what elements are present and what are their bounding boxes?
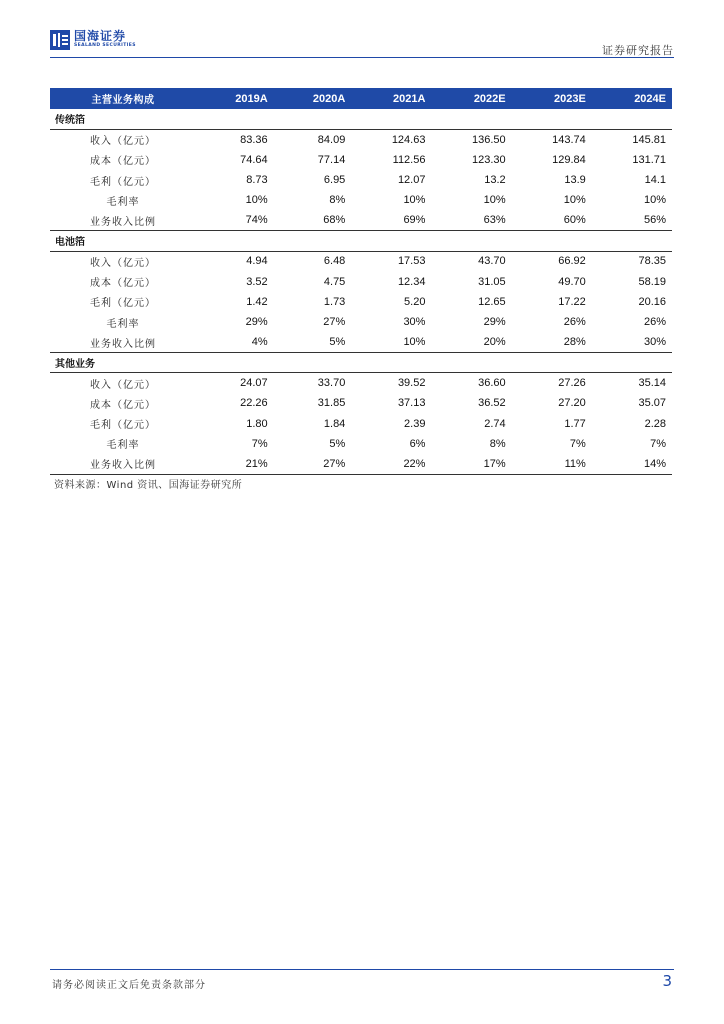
business-composition-table — [50, 88, 672, 475]
table-cell: 143.74 — [552, 133, 586, 146]
table-cell: 10% — [351, 332, 431, 352]
sealand-logo-icon — [50, 30, 70, 50]
table-cell: 2.74 — [484, 417, 506, 430]
table-cell: 13.2 — [484, 174, 506, 187]
table-cell: 11% — [512, 454, 592, 474]
table-body — [50, 109, 672, 474]
table-cell: 5.20 — [404, 295, 426, 308]
table-cell: 74.64 — [240, 153, 268, 166]
row-label: 成本（亿元） — [90, 399, 156, 411]
table-cell: 66.92 — [558, 255, 586, 268]
row-label: 收入（亿元） — [90, 379, 156, 391]
footer-divider — [50, 969, 674, 970]
table-cell: 10% — [483, 194, 506, 207]
table-cell: 26% — [643, 316, 666, 329]
table-row — [50, 251, 672, 271]
column-header: 2023E — [553, 92, 586, 105]
company-logo — [50, 30, 136, 50]
table-cell: 3.52 — [246, 275, 268, 288]
table-cell: 10% — [643, 194, 666, 207]
table-cell: 5% — [329, 437, 346, 450]
table-cell: 22% — [351, 454, 431, 474]
table-cell: 84.09 — [317, 133, 346, 146]
disclaimer-text: 请务必阅读正文后免责条款部分 — [52, 980, 206, 991]
table-cell: 29% — [483, 316, 506, 329]
section-title: 传统箔 — [50, 109, 672, 129]
row-label: 收入（亿元） — [90, 136, 156, 148]
table-cell: 30% — [403, 316, 426, 329]
table-row — [50, 150, 672, 170]
table-cell: 1.73 — [323, 295, 346, 308]
table-cell: 10% — [403, 194, 426, 207]
row-label: 业务收入比例 — [50, 332, 196, 352]
column-header: 2020A — [312, 92, 346, 105]
column-header: 2021A — [393, 92, 426, 105]
column-header: 主营业务构成 — [91, 95, 155, 106]
table-row — [50, 170, 672, 190]
table-cell: 7% — [650, 437, 666, 450]
table-cell: 17% — [431, 454, 511, 474]
row-label: 成本（亿元） — [90, 278, 156, 290]
logo-wordmark — [74, 30, 136, 49]
table-cell: 22.26 — [240, 397, 268, 410]
table-row — [50, 454, 672, 474]
logo-chinese-name: 国海证券 — [74, 29, 127, 43]
table-cell: 29% — [245, 316, 268, 329]
table-cell: 39.52 — [397, 377, 426, 390]
column-header: 2019A — [235, 92, 268, 105]
table-row — [50, 413, 672, 433]
section-title: 电池箔 — [50, 231, 672, 251]
table-cell: 31.85 — [317, 397, 346, 410]
table-row — [50, 129, 672, 149]
row-label: 收入（亿元） — [90, 257, 156, 269]
table-cell: 129.84 — [552, 153, 586, 166]
table-row — [50, 393, 672, 413]
table-header-row — [50, 88, 672, 109]
table-cell: 20% — [431, 332, 511, 352]
table-cell: 4.75 — [323, 275, 346, 288]
table-row — [50, 210, 672, 230]
row-label: 毛利（亿元） — [90, 176, 156, 188]
table-cell: 33.70 — [317, 377, 346, 390]
table-cell: 26% — [563, 316, 586, 329]
table-cell: 27.20 — [558, 397, 586, 410]
table-cell: 7% — [251, 437, 268, 450]
table-cell: 6.48 — [323, 255, 346, 268]
row-label: 毛利（亿元） — [90, 298, 156, 310]
table-cell: 8.73 — [246, 174, 268, 187]
table-cell: 68% — [274, 210, 352, 230]
page-header — [50, 28, 674, 58]
table-cell: 6% — [409, 437, 426, 450]
table-cell: 2.39 — [404, 417, 426, 430]
table-cell: 36.60 — [478, 377, 506, 390]
page-number: 3 — [662, 972, 672, 990]
table-cell: 35.07 — [638, 397, 666, 410]
table-cell: 4% — [196, 332, 274, 352]
row-label: 毛利率 — [106, 318, 140, 330]
table-cell: 12.65 — [478, 295, 506, 308]
table-cell: 14% — [592, 454, 672, 474]
source-note: 资料来源：Wind 资讯、国海证券研究所 — [54, 480, 243, 491]
logo-english-name: SEALAND SECURITIES — [74, 43, 136, 48]
table-cell: 78.35 — [638, 255, 666, 268]
table-cell: 4.94 — [246, 255, 268, 268]
section-title: 其他业务 — [50, 353, 672, 373]
table-cell: 8% — [329, 194, 346, 207]
column-header: 2024E — [634, 92, 666, 105]
table-row — [50, 271, 672, 291]
table-cell: 28% — [512, 332, 592, 352]
table-cell: 77.14 — [317, 153, 346, 166]
table-cell: 13.9 — [564, 174, 586, 187]
section-row — [50, 353, 672, 373]
table-row — [50, 373, 672, 393]
table-cell: 1.84 — [323, 417, 346, 430]
table-cell: 10% — [245, 194, 268, 207]
row-label: 业务收入比例 — [50, 210, 196, 230]
table-cell: 35.14 — [638, 377, 666, 390]
table-cell: 131.71 — [632, 153, 666, 166]
table-cell: 6.95 — [323, 174, 346, 187]
table-row — [50, 312, 672, 332]
table-cell: 27% — [323, 316, 346, 329]
row-label: 毛利（亿元） — [90, 420, 156, 432]
table-cell: 31.05 — [478, 275, 506, 288]
table-cell: 5% — [274, 332, 352, 352]
header-divider — [50, 57, 674, 58]
table-cell: 123.30 — [471, 153, 506, 166]
table-cell: 56% — [592, 210, 672, 230]
row-label: 毛利率 — [106, 440, 140, 452]
table-cell: 1.42 — [246, 295, 268, 308]
section-row — [50, 109, 672, 129]
column-header: 2022E — [473, 92, 506, 105]
table-cell: 8% — [489, 437, 506, 450]
table-cell: 60% — [512, 210, 592, 230]
table-cell: 36.52 — [478, 397, 506, 410]
table-cell: 69% — [351, 210, 431, 230]
table-cell: 1.77 — [564, 417, 586, 430]
table-cell: 136.50 — [471, 133, 506, 146]
table-cell: 10% — [563, 194, 586, 207]
table-cell: 124.63 — [391, 133, 426, 146]
table-cell: 43.70 — [478, 255, 506, 268]
table-cell: 17.22 — [558, 295, 586, 308]
table-cell: 2.28 — [644, 417, 666, 430]
table-row — [50, 434, 672, 454]
table-cell: 83.36 — [240, 133, 268, 146]
table-cell: 63% — [431, 210, 511, 230]
table-cell: 145.81 — [632, 133, 666, 146]
report-type-label: 证券研究报告 — [602, 44, 674, 57]
table-row — [50, 332, 672, 352]
table-cell: 37.13 — [397, 397, 426, 410]
table-cell: 58.19 — [638, 275, 666, 288]
row-label: 毛利率 — [106, 196, 140, 208]
table-cell: 49.70 — [558, 275, 586, 288]
table-row — [50, 190, 672, 210]
table-row — [50, 292, 672, 312]
table-cell: 14.1 — [644, 174, 666, 187]
row-label: 业务收入比例 — [50, 454, 196, 474]
table-cell: 112.56 — [392, 153, 426, 166]
table-cell: 1.80 — [246, 417, 268, 430]
table-cell: 21% — [196, 454, 274, 474]
table-cell: 74% — [196, 210, 274, 230]
table-cell: 12.34 — [397, 275, 426, 288]
row-label: 成本（亿元） — [90, 156, 156, 168]
table-cell: 30% — [592, 332, 672, 352]
table-cell: 12.07 — [397, 174, 426, 187]
table-cell: 27% — [274, 454, 352, 474]
section-row — [50, 231, 672, 251]
table-cell: 20.16 — [638, 295, 666, 308]
table-cell: 17.53 — [397, 255, 426, 268]
table-cell: 7% — [569, 437, 586, 450]
table-cell: 24.07 — [240, 377, 268, 390]
table-cell: 27.26 — [558, 377, 586, 390]
